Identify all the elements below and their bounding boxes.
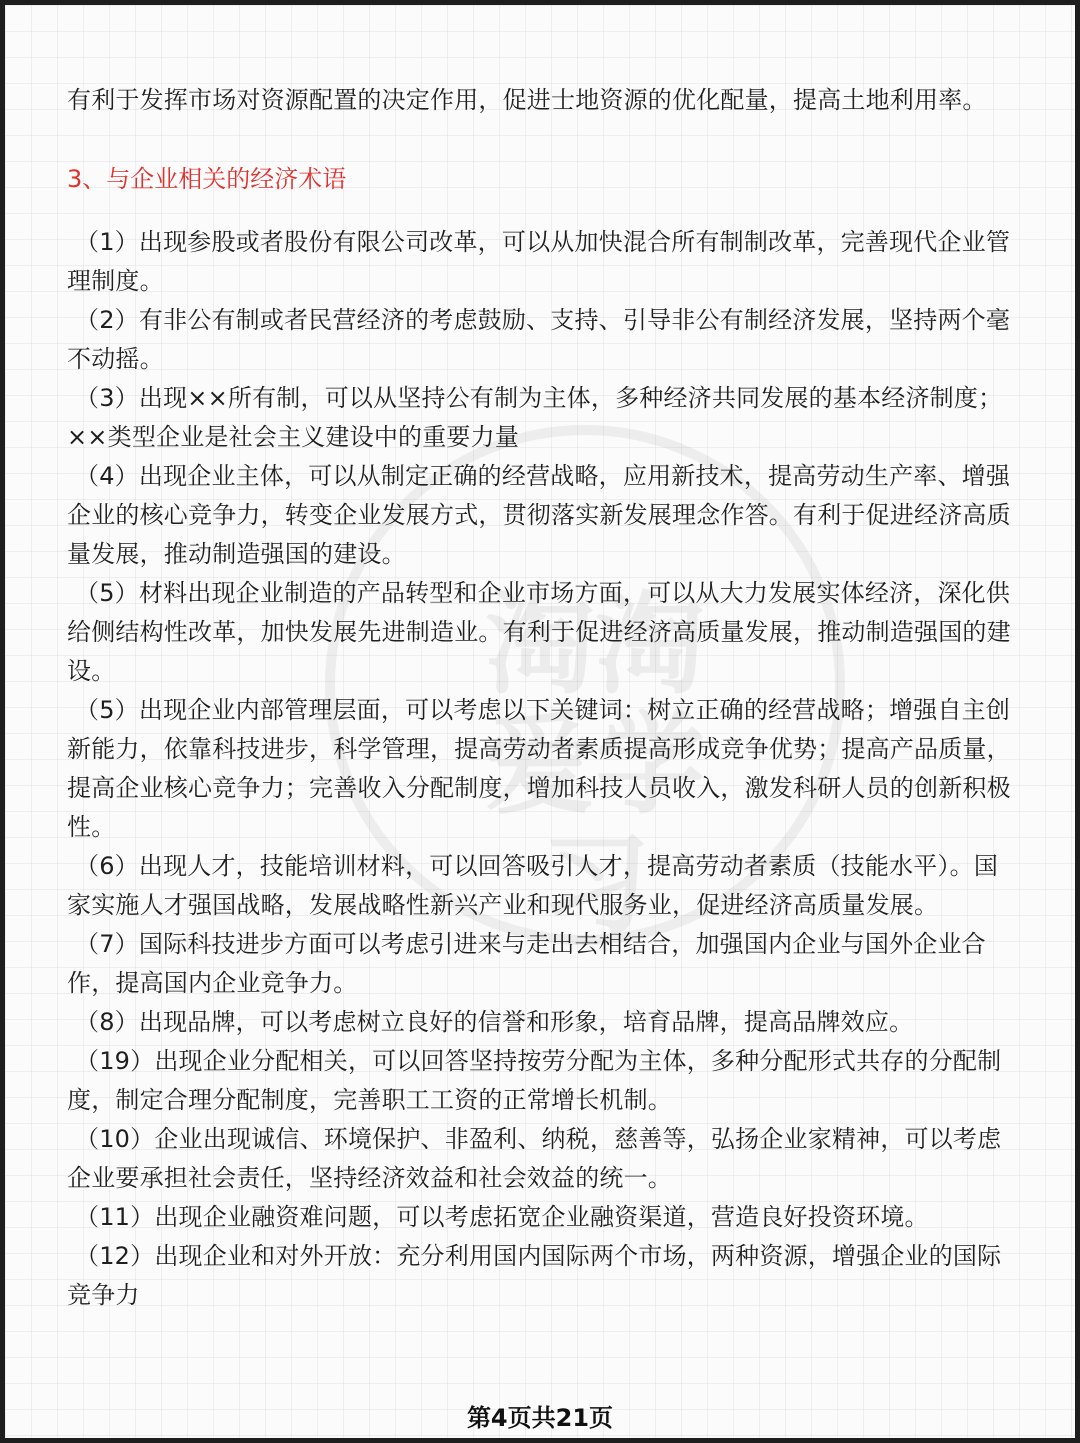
list-item: （2）有非公有制或者民营经济的考虑鼓励、支持、引导非公有制经济发展，坚持两个毫不动摇。 [67, 306, 1011, 373]
list-item: （8）出现品牌，可以考虑树立良好的信誉和形象，培育品牌，提高品牌效应。 [75, 1008, 914, 1036]
list-item: （7）国际科技进步方面可以考虑引进来与走出去相结合，加强国内企业与国外企业合作，提高国内企业竞争力。 [67, 930, 986, 997]
list-item: （10）企业出现诚信、环境保护、非盈利、纳税，慈善等，弘扬企业家精神，可以考虑企业要承担社会责任，坚持经济效益和社会效益的统一。 [67, 1125, 1002, 1192]
section-heading: 3、与企业相关的经济术语 [67, 165, 347, 193]
intro-paragraph: 有利于发挥市场对资源配置的决定作用，促进士地资源的优化配量，提高土地利用率。 [67, 86, 987, 114]
list-item: （1）出现参股或者股份有限公司改革，可以从加快混合所有制制改革，完善现代企业管理制度。 [67, 228, 1011, 295]
list-item: （12）出现企业和对外开放：充分利用国内国际两个市场，两种资源，增强企业的国际竞争力 [67, 1242, 1002, 1309]
list-item: （5）材料出现企业制造的产品转型和企业市场方面，可以从大力发展实体经济，深化供给侧结构性改革，加快发展先进制造业。有利于促进经济高质量发展，推动制造强国的建设。 [67, 579, 1011, 685]
document-content [67, 81, 1015, 1315]
list-item: （5）出现企业内部管理层面，可以考虑以下关键词：树立正确的经营战略；增强自主创新能力，依靠科技进步，科学管理，提高劳动者素质提高形成竞争优势；提高产品质量，提高企业核心竞争力；完善收入分配制度，增加科技人员收入，激发科研人员的创新积极性。 [67, 696, 1011, 841]
document-page [5, 5, 1075, 1438]
list-item: （19）出现企业分配相关，可以回答坚持按劳分配为主体，多种分配形式共存的分配制度，制定合理分配制度，完善职工工资的正常增长机制。 [67, 1047, 1002, 1114]
list-item: （3）出现××所有制，可以从坚持公有制为主体，多种经济共同发展的基本经济制度；××类型企业是社会主义建设中的重要力量 [67, 384, 1003, 451]
watermark-seal-image: 淘淘 爱学习 [485, 581, 705, 949]
list-item: （6）出现人才，技能培训材料，可以回答吸引人才，提高劳动者素质（技能水平）。国家实施人才强国战略，发展战略性新兴产业和现代服务业，促进经济高质量发展。 [67, 852, 999, 919]
list-item: （4）出现企业主体，可以从制定正确的经营战略，应用新技术，提高劳动生产率、增强企业的核心竞争力，转变企业发展方式，贯彻落实新发展理念作答。有利于促进经济高质量发展，推动制造强国的建设。 [67, 462, 1011, 568]
page-number-footer: 第4页共21页 [466, 1404, 614, 1432]
list-item: （11）出现企业融资难问题，可以考虑拓宽企业融资渠道，营造良好投资环境。 [75, 1203, 929, 1231]
